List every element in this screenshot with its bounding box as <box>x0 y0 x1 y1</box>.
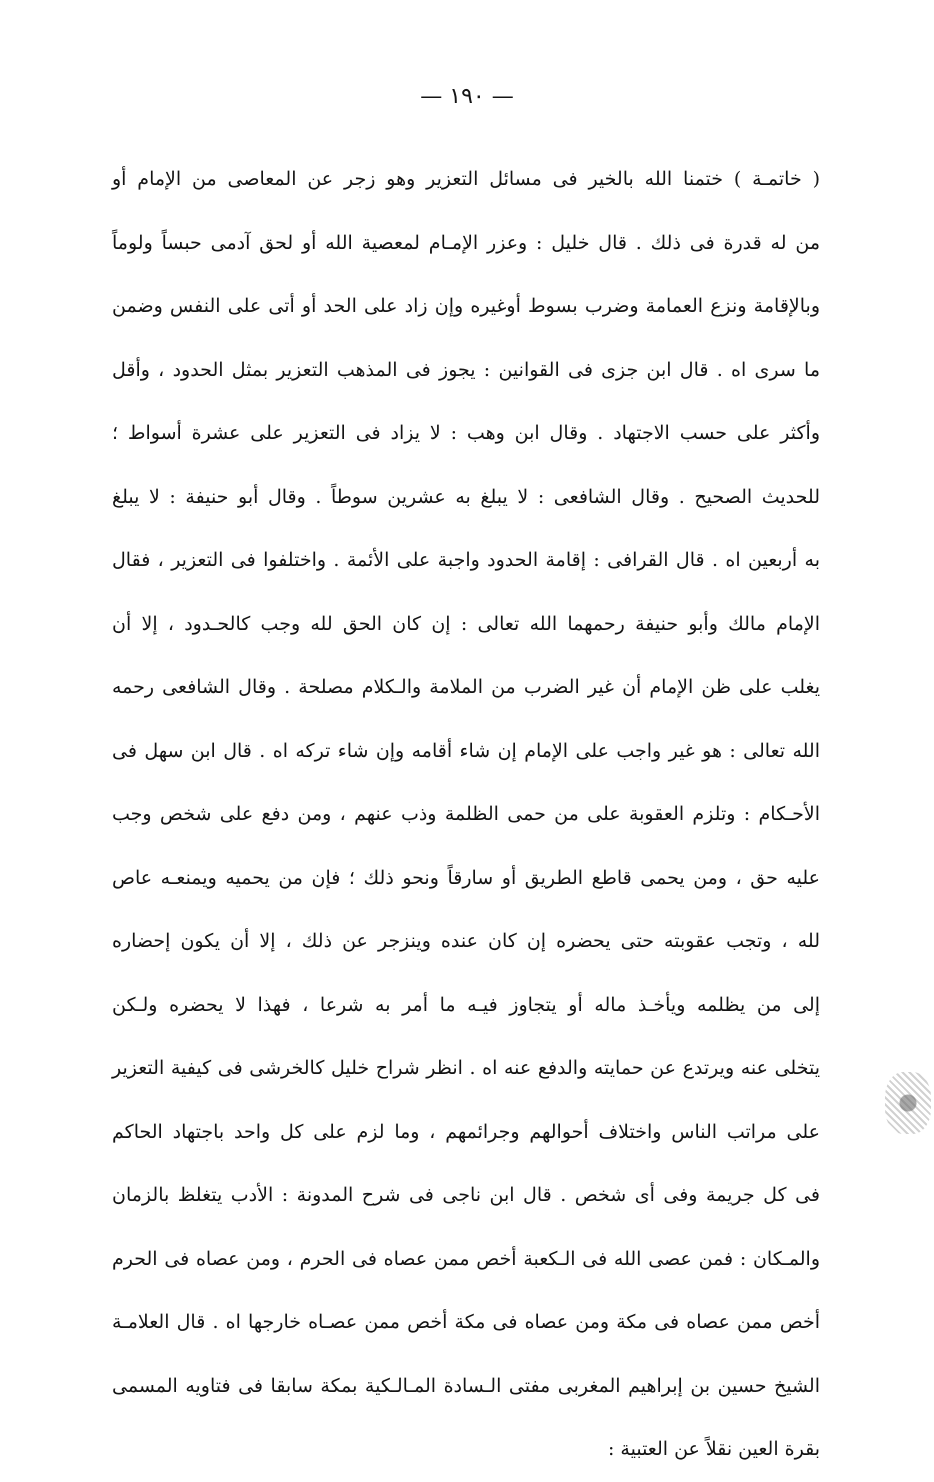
scan-artifact <box>885 1072 931 1134</box>
body-text <box>112 148 820 1482</box>
text-line: على مراتب الناس واختلاف أحوالهم وجرائمهم ، وما لزم على كل واحد باجتهاد الحاكم <box>112 1120 820 1143</box>
text-line: الله تعالى : هو غير واجب على الإمام إن شاء أقامه وإن شاء تركه اه . قال ابن سهل فى <box>112 739 820 762</box>
text-line: يغلب على ظن الإمام أن غير الضرب من الملامة والـكلام مصلحة . وقال الشافعى رحمه <box>112 676 820 698</box>
text-line: به أربعين اه . قال القرافى : إقامة الحدود واجبة على الأئمة . واختلفوا فى التعزير ، فقال <box>112 549 820 571</box>
text-line: للحديث الصحيح . وقال الشافعى : لا يبلغ به عشرين سوطاً . وقال أبو حنيفة : لا يبلغ <box>112 485 820 508</box>
page-number: — ١٩٠ — <box>420 84 514 109</box>
text-line: أخص ممن عصاه فى مكة ومن عصاه فى مكة أخص ممن عصـاه خارجها اه . قال العلامـة <box>112 1311 820 1333</box>
text-line: وبالإقامة ونزع العمامة وضرب بسوط أوغيره وإن زاد على الحد أو أتى على النفس وضمن <box>112 295 820 317</box>
text-line: عليه حق ، ومن يحمى قاطع الطريق أو سارقاً ونحو ذلك ؛ فإن من يحميه ويمنعـه عاص <box>112 866 820 889</box>
text-line: بقرة العين نقلاً عن العتبية : <box>607 1438 820 1460</box>
text-line: الأحـكام : وتلزم العقوبة على من حمى الظلمة وذب عنهم ، ومن دفع على شخص وجب <box>112 803 820 825</box>
text-line: فى كل جريمة وفى أى شخص . قال ابن ناجى فى شرح المدونة : الأدب يتغلظ بالزمان <box>112 1184 820 1206</box>
text-line: إلى من يظلمه ويأخـذ ماله أو يتجاوز فيـه ما أمر به شرعا ، فهذا لا يحضره ولـكن <box>112 993 820 1016</box>
text-line: ( خاتمـة ) ختمنا الله بالخير فى مسائل التعزير وهو زجر عن المعاصى من الإمام أو <box>112 168 820 190</box>
text-line: من له قدرة فى ذلك . قال خليل : وعزر الإمـام لمعصية الله أو لحق آدمى حبساً ولوماً <box>112 231 820 254</box>
text-line: لله ، وتجب عقوبته حتى يحضره إن كان عنده وينزجر عن ذلك ، إلا أن يكون إحضاره <box>112 930 820 952</box>
text-line: ما سرى اه . قال ابن جزى فى القوانين : يجوز فى المذهب التعزير بمثل الحدود ، وأقل <box>112 358 820 381</box>
text-line: الإمام مالك وأبو حنيفة رحمهما الله تعالى : إن كان الحق لله وجب كالحـدود ، إلا أن <box>112 612 820 635</box>
text-line: وأكثر على حسب الاجتهاد . وقال ابن وهب : لا يزاد فى التعزير على عشرة أسواط ؛ <box>112 422 820 444</box>
text-line: يتخلى عنه ويرتدع عن حمايته والدفع عنه اه . انظر شراح خليل كالخرشى فى كيفية التعزير <box>112 1057 820 1079</box>
text-line: الشيخ حسين بن إبراهيم المغربى مفتى الـسادة المـالـكية بمكة سابقا فى فتاويه المسمى <box>112 1374 820 1397</box>
text-line: والمـكان : فمن عصى الله فى الـكعبة أخص ممن عصاه فى الحرم ، ومن عصاه فى الحرم <box>112 1247 820 1270</box>
